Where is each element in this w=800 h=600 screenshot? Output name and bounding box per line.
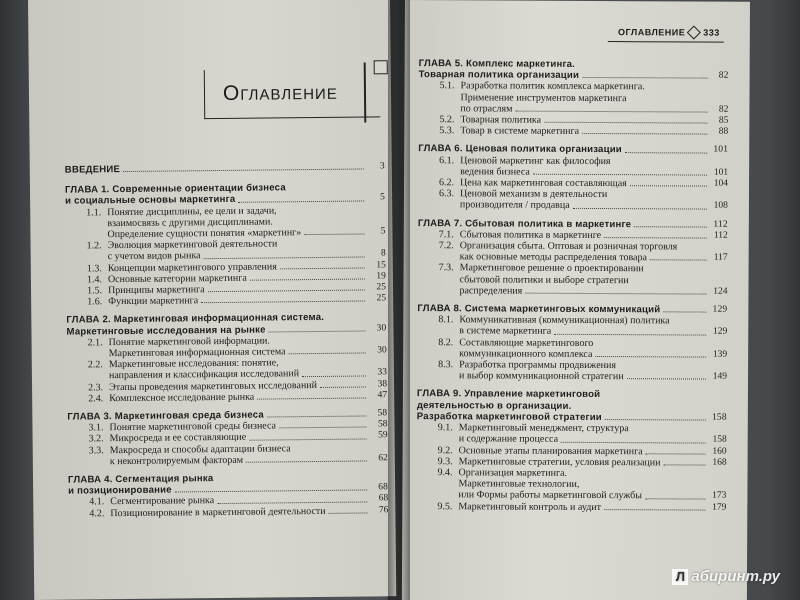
section-page: 59 xyxy=(378,430,388,441)
section-page: 25 xyxy=(376,293,387,304)
leader-dots xyxy=(544,122,707,124)
leader-dots xyxy=(267,416,366,418)
leader-dots xyxy=(250,279,365,281)
section-page: 30 xyxy=(377,345,387,356)
section-page: 173 xyxy=(712,490,727,502)
leader-dots xyxy=(595,356,706,358)
section-title: направления и классификация исследований xyxy=(108,368,300,382)
section-title: по отраслям xyxy=(460,103,513,115)
section-number: 9.1. xyxy=(437,422,453,434)
chapter-page: 68 xyxy=(378,482,389,493)
section-number: 9.2. xyxy=(437,444,453,456)
section-title: ведения бизнеса xyxy=(460,166,530,178)
leader-dots xyxy=(625,152,707,153)
chapter-title: Товарная политика организации xyxy=(418,69,580,82)
section-page: 15 xyxy=(376,259,386,270)
chapter-title: ГЛАВА 4. Сегментация рынка xyxy=(67,473,214,486)
section-title: коммуникационного комплекса xyxy=(459,348,593,360)
leader-dots xyxy=(554,333,706,335)
section-title: Применение инструментов маркетинга xyxy=(460,91,627,104)
section-title: Коммуникативная (коммуникационная) политика xyxy=(459,314,670,327)
leader-dots xyxy=(663,464,705,465)
section-number: 2.4. xyxy=(88,393,104,405)
section-number: 1.3. xyxy=(86,262,102,275)
section-title: Понятие маркетинговой информации. xyxy=(108,335,270,349)
section-number: 9.4. xyxy=(437,467,453,479)
intro-page: 3 xyxy=(379,161,385,172)
chapter-page: 158 xyxy=(711,412,727,423)
section-title: Позиционирование в маркетинговой деятельности xyxy=(110,505,326,519)
chapter-block xyxy=(417,303,727,383)
section-title: Разработка программы продвижения xyxy=(459,359,616,372)
section-page: 5 xyxy=(380,226,386,237)
watermark-text: абиринт.ру xyxy=(691,568,780,585)
section-title: распределения xyxy=(459,285,523,297)
leader-dots xyxy=(630,185,707,186)
section-title: Товар в системе маркетинга xyxy=(460,125,580,138)
section-title: к неконтролируемым факторам xyxy=(109,454,244,468)
section-title: Маркетинговый контроль и аудит xyxy=(458,500,602,513)
section-title: и содержание процесса xyxy=(458,433,559,446)
section-number: 7.3. xyxy=(438,262,454,274)
toc-left xyxy=(65,161,389,519)
section-number: 1.4. xyxy=(86,274,102,286)
section-line xyxy=(417,370,727,383)
section-title: Разработка политик комплекса маркетинга. xyxy=(460,80,645,93)
leader-dots xyxy=(175,490,367,493)
chapter-title: ГЛАВА 3. Маркетинговая среда бизнеса xyxy=(67,409,265,423)
leader-dots xyxy=(201,301,365,304)
section-title: Этапы проведения маркетинговых исследований xyxy=(109,379,318,393)
leader-dots xyxy=(217,501,367,504)
running-head xyxy=(618,27,720,38)
section-number: 8.1. xyxy=(438,314,454,326)
section-title: Ценовой маркетинг как философия xyxy=(460,154,611,167)
chapter-block xyxy=(68,471,388,519)
toc-intro xyxy=(65,161,385,176)
section-title: Ценовой механизм в деятельности xyxy=(459,188,608,201)
chapter-page: 129 xyxy=(712,304,728,315)
section-number: 1.1. xyxy=(86,206,102,219)
leader-dots xyxy=(533,174,707,176)
chapter-block xyxy=(417,218,727,298)
chapter-page: 82 xyxy=(718,70,729,81)
chapter-title: ГЛАВА 1. Современные ориентации бизнеса xyxy=(64,182,286,196)
section-title: Понятие маркетинговой среды бизнеса xyxy=(109,420,277,434)
chapter-title-line xyxy=(418,143,728,156)
chapter-title: ГЛАВА 6. Ценовая политика организации xyxy=(418,143,622,156)
section-page: 47 xyxy=(377,390,388,401)
section-page: 19 xyxy=(376,271,386,282)
section-line xyxy=(68,505,388,520)
leader-dots xyxy=(329,512,368,513)
section-title: Маркетинговая информационная система xyxy=(108,346,286,360)
section-title: взаимосвязь с другими дисциплинами. xyxy=(107,216,273,229)
section-title: производителя / продавца xyxy=(459,199,570,212)
section-number: 6.2. xyxy=(439,177,455,189)
section-page: 117 xyxy=(713,252,728,263)
section-title: Маркетинговое решение о проектировании xyxy=(459,262,644,275)
leader-dots xyxy=(302,375,366,377)
section-page: 124 xyxy=(713,286,728,297)
leader-dots xyxy=(515,111,707,113)
section-title: или Формы работы маркетинговой службы xyxy=(458,489,642,502)
section-number: 4.1. xyxy=(89,496,105,508)
section-number: 3.2. xyxy=(88,433,104,445)
section-number: 8.3. xyxy=(438,359,454,371)
section-title: и выбор коммуникационной стратегии xyxy=(459,370,624,383)
section-title: Организация сбыта. Оптовая и розничная торговля xyxy=(459,240,678,253)
leader-dots xyxy=(208,290,365,293)
chapter-title-line xyxy=(418,218,728,231)
intro-label: ВВЕДЕНИЕ xyxy=(64,164,121,176)
section-title: как основные методы распределения товара xyxy=(459,251,647,264)
section-line xyxy=(418,125,728,138)
section-number: 1.5. xyxy=(86,285,103,297)
section-page: 76 xyxy=(378,504,389,516)
leader-dots xyxy=(604,509,705,511)
section-title: Определение сущности понятия «маркетинг» xyxy=(107,227,302,241)
leader-dots xyxy=(627,379,706,380)
chapter-title: ГЛАВА 5. Комплекс маркетинга. xyxy=(418,58,576,70)
section-page: 25 xyxy=(376,282,387,293)
section-number: 1.2. xyxy=(86,240,102,252)
section-page: 129 xyxy=(712,327,728,338)
chapter-title-line xyxy=(417,303,727,316)
section-line xyxy=(68,453,388,468)
section-title: Концепции маркетингового управления xyxy=(107,261,277,274)
leader-dots xyxy=(525,293,706,295)
section-title: Маркетинговые исследования: понятие, xyxy=(108,357,279,371)
section-page: 139 xyxy=(712,349,728,360)
watermark-logo-icon: Л xyxy=(672,569,688,585)
section-page: 158 xyxy=(712,434,727,445)
chapter-block xyxy=(418,58,728,138)
leader-dots xyxy=(304,234,364,236)
section-title: Основные этапы планирования маркетинга xyxy=(458,444,643,457)
page-title: Оглавление xyxy=(222,80,338,105)
section-line xyxy=(67,390,387,405)
section-line xyxy=(416,501,726,514)
section-line xyxy=(418,200,728,213)
section-page: 168 xyxy=(712,457,727,468)
section-number: 5.3. xyxy=(439,125,455,137)
diamond-icon xyxy=(687,25,701,39)
section-number: 3.1. xyxy=(88,422,104,434)
title-corner-square xyxy=(374,60,388,74)
section-title: Составляющие маркетингового xyxy=(459,336,594,349)
leader-dots xyxy=(249,438,366,440)
section-page: 101 xyxy=(713,167,729,178)
spine-shadow xyxy=(388,0,410,600)
chapter-page: 30 xyxy=(376,322,387,334)
section-page: 85 xyxy=(718,115,729,126)
leader-dots xyxy=(573,208,707,210)
chapter-block xyxy=(65,181,386,308)
leader-dots xyxy=(650,260,707,261)
section-line xyxy=(417,285,727,298)
section-page: 88 xyxy=(718,126,729,137)
chapter-title-line xyxy=(419,69,729,82)
leader-dots xyxy=(561,441,706,443)
section-page: 160 xyxy=(712,446,727,457)
section-title: Маркетинговые технологии, xyxy=(458,478,580,491)
leader-dots xyxy=(582,133,707,135)
page-number: 333 xyxy=(703,27,720,38)
section-title: Макросреда и способы адаптации бизнеса xyxy=(109,442,291,456)
section-number: 7.2. xyxy=(438,240,454,252)
leader-dots xyxy=(238,200,364,202)
section-title: Организация маркетинга. xyxy=(458,467,568,479)
leader-dots xyxy=(123,169,364,173)
chapter-page: 5 xyxy=(380,192,386,203)
leader-dots xyxy=(279,427,367,429)
leader-dots xyxy=(204,256,365,259)
section-title: Принципы маркетинга xyxy=(107,284,205,297)
leader-dots xyxy=(246,461,367,463)
watermark xyxy=(672,568,780,585)
section-page: 38 xyxy=(377,378,388,390)
section-number: 6.1. xyxy=(439,154,455,166)
section-page: 58 xyxy=(377,419,388,430)
leader-dots xyxy=(605,419,706,421)
chapter-block xyxy=(67,408,388,467)
chapter-page: 112 xyxy=(713,219,728,230)
chapter-page: 58 xyxy=(377,408,388,419)
section-title: сбытовой политики и выборе стратегии xyxy=(459,273,629,286)
section-number: 1.6. xyxy=(87,296,103,308)
section-page: 62 xyxy=(378,453,388,464)
section-number: 7.1. xyxy=(438,229,454,241)
section-title: Комплексное исследование рынка xyxy=(109,391,255,405)
leader-dots xyxy=(320,386,366,387)
section-number: 2.3. xyxy=(88,381,104,394)
section-page: 112 xyxy=(713,230,728,241)
left-page xyxy=(28,0,396,600)
section-title: Маркетинговый менеджмент, структура xyxy=(458,422,629,435)
section-page: 108 xyxy=(713,201,728,212)
chapter-title-line xyxy=(417,411,727,424)
section-number: 6.3. xyxy=(438,188,455,200)
section-number: 2.1. xyxy=(87,337,103,349)
leader-dots xyxy=(646,453,706,454)
section-title: Функции маркетинга xyxy=(108,295,199,308)
leader-dots xyxy=(604,237,707,239)
toc-right xyxy=(416,58,728,513)
leader-dots xyxy=(634,226,707,227)
leader-dots xyxy=(289,353,366,355)
leader-dots xyxy=(257,398,366,400)
header-rule xyxy=(608,41,724,43)
section-title: Товарная политика xyxy=(460,114,542,126)
section-title: Эволюция маркетинговой деятельности xyxy=(107,238,278,252)
chapter-title: и социальные основы маркетинга xyxy=(65,194,236,208)
title-frame xyxy=(204,68,381,119)
chapter-block xyxy=(66,312,387,405)
section-title: Микросреда и ее составляющие xyxy=(109,432,247,445)
section-title: Понятие дисциплины, ее цели и задачи, xyxy=(107,205,277,218)
leader-dots xyxy=(663,312,706,313)
section-page: 104 xyxy=(713,178,729,189)
section-page: 149 xyxy=(712,371,728,382)
chapter-title: деятельностью в организации. xyxy=(416,399,572,412)
section-line xyxy=(66,294,386,309)
chapter-title: и позиционирование xyxy=(68,484,172,497)
chapter-title: ГЛАВА 7. Сбытовая политика в маркетинге xyxy=(417,217,632,230)
section-page: 179 xyxy=(712,502,727,513)
chapter-title: Маркетинговые исследования на рынке xyxy=(66,324,266,338)
chapter-block xyxy=(416,389,727,514)
section-number: 2.2. xyxy=(87,359,103,371)
section-number: 4.2. xyxy=(89,507,105,520)
leader-dots xyxy=(280,267,365,269)
chapter-title: Разработка маркетинговой стратегии xyxy=(416,410,602,423)
right-page xyxy=(402,0,750,600)
section-number: 5.2. xyxy=(439,114,455,126)
section-title: Основные категории маркетинга xyxy=(107,272,247,286)
section-page: 33 xyxy=(377,367,387,378)
leader-dots xyxy=(269,330,366,332)
section-title: Сегментирование рынка xyxy=(110,495,215,508)
section-title: в системе маркетинга xyxy=(459,325,552,338)
section-title: Сбытовая политика в маркетинге xyxy=(459,229,602,241)
chapter-title: ГЛАВА 8. Система маркетинговых коммуникаций xyxy=(417,303,661,316)
leader-dots xyxy=(582,77,708,79)
section-number: 8.2. xyxy=(438,336,454,348)
chapter-title: ГЛАВА 2. Маркетинговая информационная система. xyxy=(66,312,325,327)
section-title: Маркетинговые стратегии, условия реализации xyxy=(458,455,661,469)
section-number: 9.5. xyxy=(437,500,453,512)
running-head-title: ОГЛАВЛЕНИЕ xyxy=(618,27,686,38)
chapter-title: ГЛАВА 9. Управление маркетинговой xyxy=(416,388,601,401)
chapter-page: 101 xyxy=(713,145,729,156)
section-page: 8 xyxy=(380,248,386,259)
section-title: Цена как маркетинговая составляющая xyxy=(460,177,627,190)
section-number: 9.3. xyxy=(437,455,453,467)
section-number: 5.1. xyxy=(439,80,455,92)
section-title: с учетом видов рынка xyxy=(107,250,201,263)
section-number: 3.3. xyxy=(88,444,104,457)
section-page: 82 xyxy=(718,104,729,115)
leader-dots xyxy=(645,498,705,499)
section-page: 68 xyxy=(378,493,389,504)
chapter-block xyxy=(418,143,728,212)
